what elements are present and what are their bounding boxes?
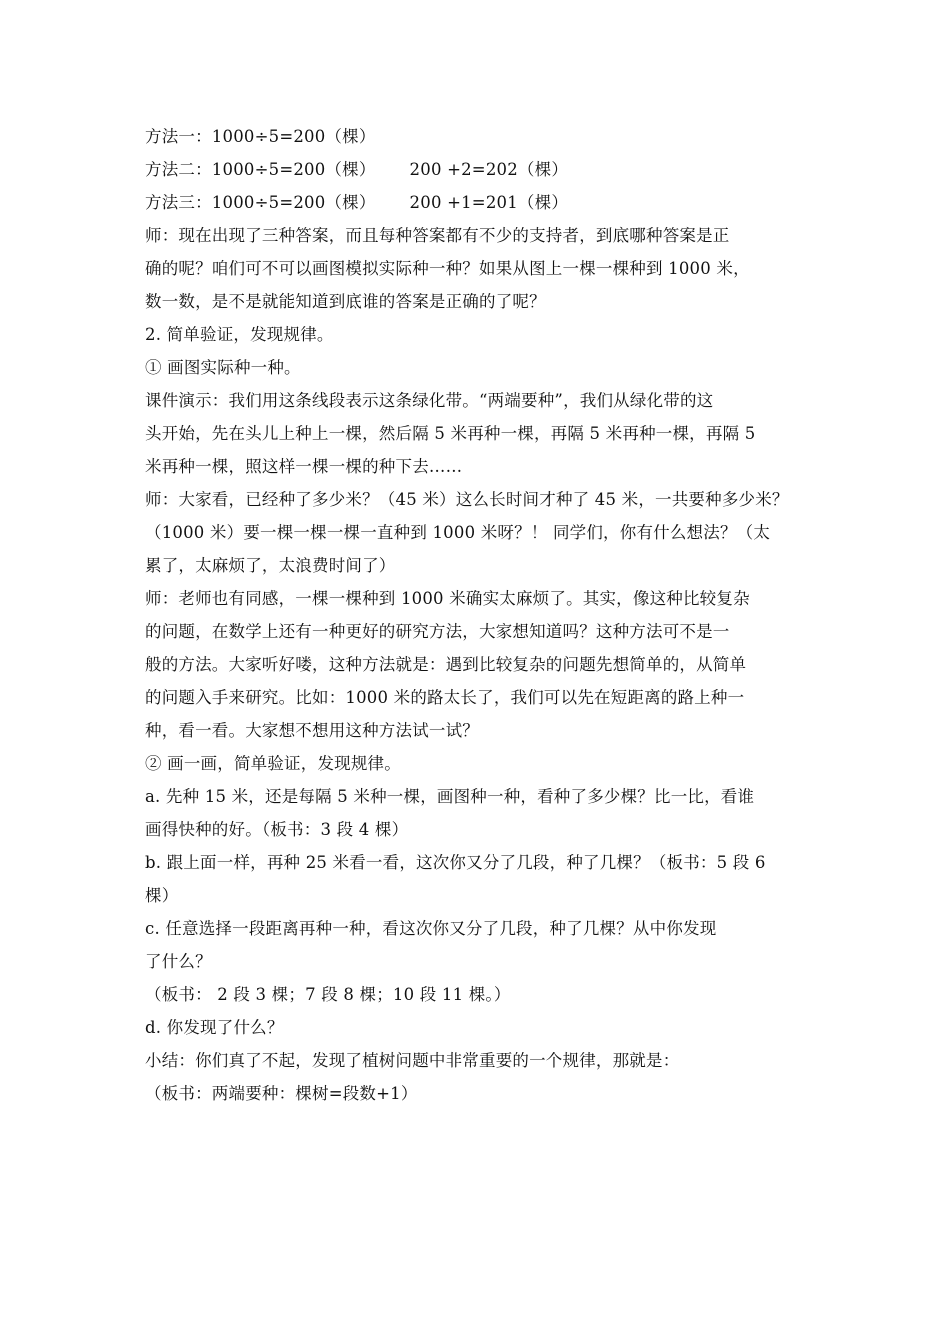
- paragraph-line: 确的呢？咱们可不可以画图模拟实际种一种？如果从图上一棵一棵种到 1000 米，: [145, 259, 750, 278]
- section-heading: 2. 简单验证，发现规律。: [145, 325, 334, 344]
- paragraph-line: 的问题入手来研究。比如：1000 米的路太长了，我们可以先在短距离的路上种一: [145, 688, 745, 707]
- board-note: （板书：两端要种：棵树=段数+1）: [145, 1084, 418, 1103]
- board-note: （板书： 2 段 3 棵；7 段 8 棵；10 段 11 棵。）: [145, 985, 511, 1004]
- list-item: c. 任意选择一段距离再种一种，看这次你又分了几段，种了几棵？从中你发现: [145, 919, 717, 938]
- paragraph-line: 累了，太麻烦了，太浪费时间了）: [145, 556, 396, 575]
- subsection-heading: ① 画图实际种一种。: [145, 358, 301, 377]
- list-item: 画得快种的好。（板书：3 段 4 棵）: [145, 820, 409, 839]
- paragraph-line: 的问题，在数学上还有一种更好的研究方法，大家想知道吗？这种方法可不是一: [145, 622, 730, 641]
- paragraph-line: 种，看一看。大家想不想用这种方法试一试？: [145, 721, 479, 740]
- document-body: [145, 120, 815, 1110]
- summary-line: 小结：你们真了不起，发现了植树问题中非常重要的一个规律，那就是：: [145, 1051, 680, 1070]
- paragraph-line: 米再种一棵，照这样一棵一棵的种下去……: [145, 457, 463, 476]
- list-item: 了什么？: [145, 952, 212, 971]
- subsection-heading: ② 画一画，简单验证，发现规律。: [145, 754, 401, 773]
- list-item: 棵）: [145, 886, 179, 905]
- paragraph-line: 头开始，先在头儿上种上一棵，然后隔 5 米再种一棵，再隔 5 米再种一棵，再隔 5: [145, 424, 756, 443]
- paragraph-line: 般的方法。大家听好喽，这种方法就是：遇到比较复杂的问题先想简单的，从简单: [145, 655, 747, 674]
- method-three-line: 方法三：1000÷5=200（棵） 200 +1=201（棵）: [145, 193, 569, 212]
- paragraph-line: 课件演示：我们用这条线段表示这条绿化带。“两端要种”，我们从绿化带的这: [145, 391, 714, 410]
- paragraph-line: 师：大家看，已经种了多少米？（45 米）这么长时间才种了 45 米，一共要种多少米？: [145, 490, 789, 509]
- method-two-line: 方法二：1000÷5=200（棵） 200 +2=202（棵）: [145, 160, 569, 179]
- paragraph-line: 师：老师也有同感，一棵一棵种到 1000 米确实太麻烦了。其实，像这种比较复杂: [145, 589, 750, 608]
- list-item: a. 先种 15 米，还是每隔 5 米种一棵，画图种一种，看种了多少棵？比一比，看谁: [145, 787, 755, 806]
- paragraph-line: 师：现在出现了三种答案，而且每种答案都有不少的支持者，到底哪种答案是正: [145, 226, 730, 245]
- paragraph-line: （1000 米）要一棵一棵一棵一直种到 1000 米呀？！ 同学们，你有什么想法？（太: [145, 523, 771, 542]
- list-item: d. 你发现了什么？: [145, 1018, 284, 1037]
- list-item: b. 跟上面一样，再种 25 米看一看，这次你又分了几段，种了几棵？（板书：5 段 6: [145, 853, 766, 872]
- paragraph-line: 数一数，是不是就能知道到底谁的答案是正确的了呢？: [145, 292, 546, 311]
- method-one-line: 方法一：1000÷5=200（棵）: [145, 127, 376, 146]
